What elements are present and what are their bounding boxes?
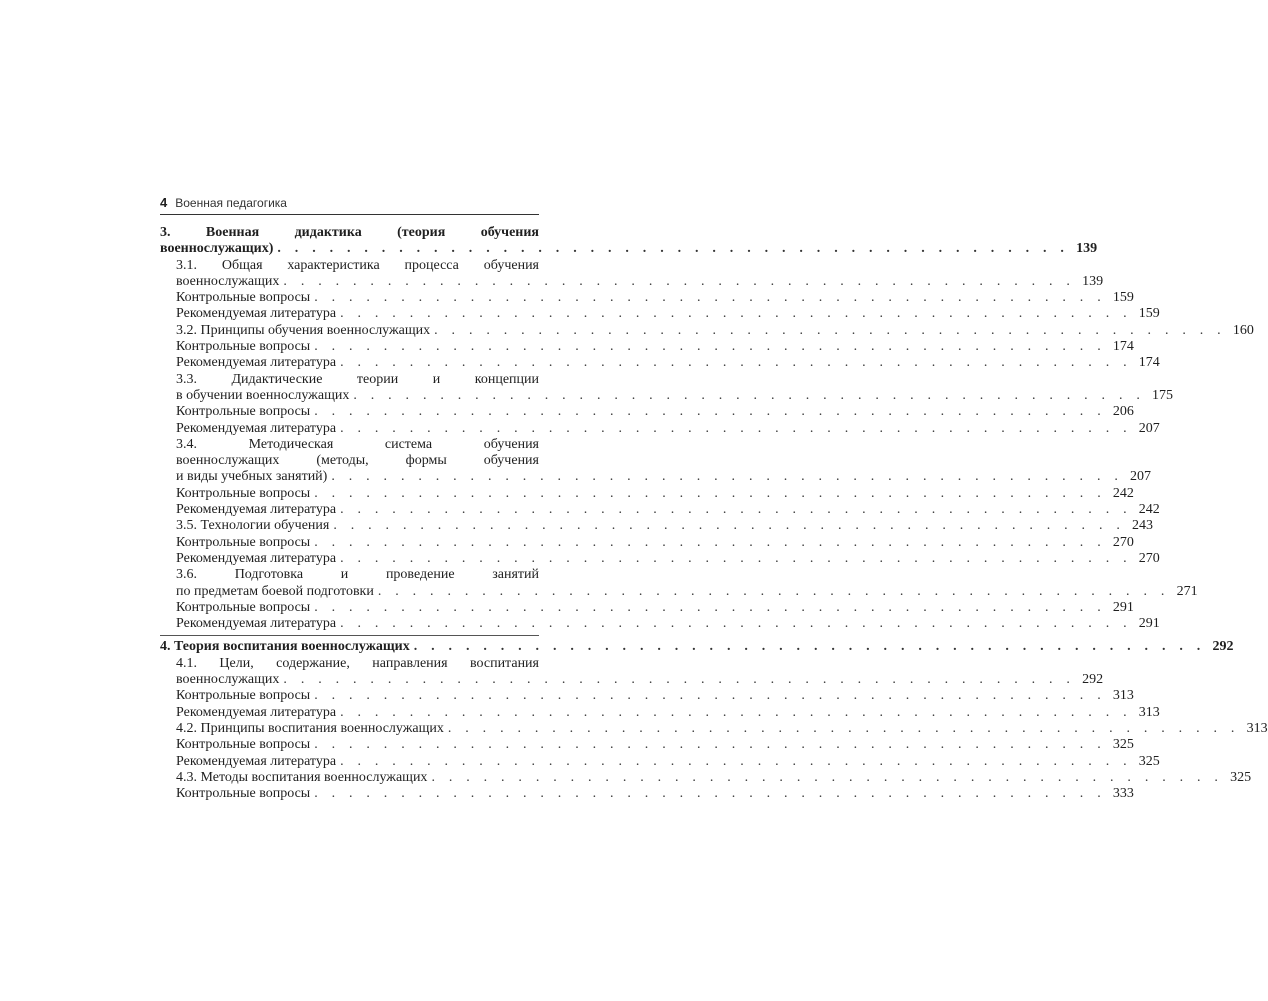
entry-line xyxy=(176,550,1160,567)
entry-title: Рекомендуемая литература xyxy=(176,753,337,769)
page-number: 325 xyxy=(1112,737,1134,753)
chapter-title-line xyxy=(160,241,1098,257)
chapter-entry xyxy=(160,639,1234,655)
dot-leader: . . . . . . . . . . . . . . . . . . . . . . . . . . . . . . . . . . . . . . . . . . . . . . xyxy=(314,339,1106,355)
toc-entry xyxy=(160,371,1174,405)
toc-entry xyxy=(160,420,1160,437)
entry-title: 4.3. Методы воспитания военнослужащих xyxy=(176,769,428,785)
running-head xyxy=(160,195,539,215)
entry-title: по предметам боевой подготовки xyxy=(176,583,374,599)
entry-title: 4.1. Цели, содержание, направления воспитания xyxy=(176,655,539,671)
entry-title: Контрольные вопросы xyxy=(176,599,311,615)
chapter-entry xyxy=(160,225,1098,258)
entry-line xyxy=(176,387,1174,404)
dot-leader: . . . . . . . . . . . . . . . . . . . . . . . . . . . . . . . . . . . . . . . . . . . . . . xyxy=(314,599,1106,615)
dot-leader: . . . . . . . . . . . . . . . . . . . . . . . . . . . . . . . . . . . . . . . . . . . . . . xyxy=(283,672,1076,688)
page-number: 292 xyxy=(1212,639,1234,655)
entry-title: Контрольные вопросы xyxy=(176,688,311,704)
chapter-title-line xyxy=(160,639,1234,655)
entry-title: в обучении военнослужащих xyxy=(176,387,350,403)
toc-entry xyxy=(160,704,1160,721)
chapter-title: 3. Военная дидактика (теория обучения xyxy=(160,225,539,240)
page-number: 313 xyxy=(1246,720,1268,736)
entry-line xyxy=(176,502,1160,518)
entry-line xyxy=(176,704,1160,721)
dot-leader: . . . . . . . . . . . . . . . . . . . . . . . . . . . . . . . . . . . . . . . . . . . . . . xyxy=(431,769,1224,785)
entry-line xyxy=(176,753,1160,770)
entry-line xyxy=(176,583,1198,600)
dot-leader: . . . . . . . . . . . . . . . . . . . . . . . . . . . . . . . . . . . . . . . . . . . . . . xyxy=(353,387,1146,403)
toc-entry xyxy=(160,688,1134,704)
toc-entry xyxy=(160,257,1104,291)
page-number: 159 xyxy=(1138,306,1160,322)
toc-entry xyxy=(160,737,1134,753)
dot-leader: . . . . . . . . . . . . . . . . . . . . . . . . . . . . . . . . . . . . . . . . . . . . . . xyxy=(314,290,1106,306)
toc-entry xyxy=(160,550,1160,567)
toc-entry xyxy=(160,567,1198,600)
entry-line xyxy=(176,404,1134,420)
dot-leader: . . . . . . . . . . . . . . . . . . . . . . . . . . . . . . . . . . . . . . . . . . . . . . xyxy=(340,704,1132,720)
dot-leader: . . . . . . . . . . . . . . . . . . . . . . . . . . . . . . . . . . . . . . . . . . . . . . xyxy=(333,518,1126,534)
entry-title: Рекомендуемая литература xyxy=(176,616,337,632)
page-number: 271 xyxy=(1176,583,1198,599)
page-number: 242 xyxy=(1112,485,1134,501)
dot-leader: . . . . . . . . . . . . . . . . . . . . . . . . . . . . . . . . . . . . . . . . . . . . . . xyxy=(377,583,1170,599)
page-number: 139 xyxy=(1082,273,1104,289)
entry-title: Контрольные вопросы xyxy=(176,786,311,802)
entry-line xyxy=(176,518,1154,534)
page-number: 291 xyxy=(1138,616,1160,632)
header-rule xyxy=(160,214,539,215)
page-number: 270 xyxy=(1112,534,1134,550)
entry-title: 3.2. Принципы обучения военнослужащих xyxy=(176,322,431,338)
entry-line xyxy=(176,273,1104,290)
entry-title: Контрольные вопросы xyxy=(176,339,311,355)
entry-line xyxy=(176,786,1134,802)
toc-entry xyxy=(160,306,1160,322)
entry-title: Рекомендуемая литература xyxy=(176,306,337,322)
page-number: 207 xyxy=(1138,420,1160,436)
table-of-contents xyxy=(160,225,1268,802)
toc-entry xyxy=(160,769,1252,786)
entry-line xyxy=(176,737,1134,753)
dot-leader: . . . . . . . . . . . . . . . . . . . . . . . . . . . . . . . . . . . . . . . . . . . . . . xyxy=(331,469,1124,485)
entry-title: Рекомендуемая литература xyxy=(176,355,337,371)
dot-leader: . . . . . . . . . . . . . . . . . . . . . . . . . . . . . . . . . . . . . . . . . . . . . . xyxy=(340,306,1132,322)
entry-line xyxy=(176,688,1134,704)
entry-title: 3.5. Технологии обучения xyxy=(176,518,330,534)
entry-title: 4.2. Принципы воспитания военнослужащих xyxy=(176,720,444,736)
page-number: 174 xyxy=(1112,339,1134,355)
toc-entry xyxy=(160,599,1134,616)
dot-leader: . . . . . . . . . . . . . . . . . . . . . . . . . . . . . . . . . . . . . . . . . . . . . . xyxy=(314,404,1106,420)
dot-leader: . . . . . . . . . . . . . . . . . . . . . . . . . . . . . . . . . . . . . . . . . . . . . . xyxy=(283,273,1076,289)
entry-title: 3.3. Дидактические теории и концепции xyxy=(176,371,539,387)
dot-leader: . . . . . . . . . . . . . . . . . . . . . . . . . . . . . . . . . . . . . . . . . . . . . . xyxy=(314,688,1106,704)
dot-leader: . . . . . . . . . . . . . . . . . . . . . . . . . . . . . . . . . . . . . . . . . . . . . . xyxy=(314,485,1106,501)
entry-line xyxy=(176,769,1252,786)
page-number: 291 xyxy=(1112,599,1134,615)
page-number: 313 xyxy=(1112,688,1134,704)
dot-leader: . . . . . . . . . . . . . . . . . . . . . . . . . . . . . . . . . . . . . . . . . . . . . . xyxy=(314,737,1106,753)
chapter-title: военнослужащих) xyxy=(160,241,274,257)
page-number: 206 xyxy=(1112,404,1134,420)
entry-title: Контрольные вопросы xyxy=(176,404,311,420)
entry-title: и виды учебных занятий) xyxy=(176,469,328,485)
toc-entry xyxy=(160,485,1134,502)
toc-entry xyxy=(160,436,1152,486)
page-number: 333 xyxy=(1112,786,1134,802)
entry-title: Рекомендуемая литература xyxy=(176,502,337,518)
chapter-separator xyxy=(160,635,539,636)
entry-line xyxy=(176,672,1104,688)
page-number: 139 xyxy=(1076,241,1098,257)
dot-leader: . . . . . . . . . . . . . . . . . . . . . . . . . . . . . . . . . . . . . . . . . . . . . . xyxy=(314,786,1106,802)
page-number: 159 xyxy=(1112,290,1134,306)
dot-leader: . . . . . . . . . . . . . . . . . . . . . . . . . . . . . . . . . . . . . . . . . . . . . . xyxy=(340,753,1132,769)
toc-entry xyxy=(160,534,1134,551)
entry-line xyxy=(176,322,1254,339)
page-number: 4 xyxy=(160,195,168,210)
entry-line xyxy=(176,355,1160,371)
page-number: 174 xyxy=(1138,355,1160,371)
entry-title: военнослужащих xyxy=(176,273,280,289)
entry-title: военнослужащих (методы, формы обучения xyxy=(176,453,539,469)
dot-leader: . . . . . . . . . . . . . . . . . . . . . . . . . . . . . . . . . . . . . . . . . . . . . . xyxy=(340,550,1132,566)
chapter-title: 4. Теория воспитания военнослужащих xyxy=(160,639,410,655)
toc-entry xyxy=(160,339,1134,355)
entry-line xyxy=(176,599,1134,616)
entry-line xyxy=(176,720,1268,737)
toc-entry xyxy=(160,518,1154,534)
page-number: 175 xyxy=(1152,387,1174,403)
entry-title: 3.4. Методическая система обучения xyxy=(176,436,539,452)
entry-line xyxy=(176,306,1160,322)
dot-leader: . . . . . . . . . . . . . . . . . . . . . . . . . . . . . . . . . . . . . . . . . . . . . . xyxy=(340,616,1132,632)
toc-entry xyxy=(160,655,1104,689)
page-number: 207 xyxy=(1130,469,1152,485)
page-number: 292 xyxy=(1082,672,1104,688)
dot-leader: . . . . . . . . . . . . . . . . . . . . . . . . . . . . . . . . . . . . . . . . . . . . . . xyxy=(340,420,1132,436)
toc-entry xyxy=(160,355,1160,371)
dot-leader: . . . . . . . . . . . . . . . . . . . . . . . . . . . . . . . . . . . . . . . . . . . . . . xyxy=(277,241,1070,257)
running-head-title: Военная педагогика xyxy=(175,196,287,210)
entry-title: военнослужащих xyxy=(176,672,280,688)
page-number: 325 xyxy=(1230,769,1252,785)
toc-entry xyxy=(160,290,1134,306)
entry-line xyxy=(176,290,1134,306)
entry-title: Контрольные вопросы xyxy=(176,737,311,753)
entry-line xyxy=(176,485,1134,502)
toc-entry xyxy=(160,616,1160,632)
entry-title: Контрольные вопросы xyxy=(176,485,311,501)
page-number: 243 xyxy=(1132,518,1154,534)
entry-line xyxy=(176,534,1134,551)
entry-title: Рекомендуемая литература xyxy=(176,550,337,566)
dot-leader: . . . . . . . . . . . . . . . . . . . . . . . . . . . . . . . . . . . . . . . . . . . . . . xyxy=(413,639,1206,655)
entry-title: 3.6. Подготовка и проведение занятий xyxy=(176,567,539,583)
page-number: 313 xyxy=(1138,704,1160,720)
toc-entry xyxy=(160,502,1160,518)
entry-line xyxy=(176,616,1160,632)
toc-entry xyxy=(160,753,1160,770)
page-number: 325 xyxy=(1138,753,1160,769)
entry-title: 3.1. Общая характеристика процесса обучения xyxy=(176,257,539,273)
toc-entry xyxy=(160,404,1134,420)
dot-leader: . . . . . . . . . . . . . . . . . . . . . . . . . . . . . . . . . . . . . . . . . . . . . . xyxy=(314,534,1106,550)
page-number: 160 xyxy=(1232,322,1254,338)
dot-leader: . . . . . . . . . . . . . . . . . . . . . . . . . . . . . . . . . . . . . . . . . . . . . . xyxy=(434,322,1226,338)
entry-line xyxy=(176,469,1152,485)
entry-title: Рекомендуемая литература xyxy=(176,704,337,720)
dot-leader: . . . . . . . . . . . . . . . . . . . . . . . . . . . . . . . . . . . . . . . . . . . . . . xyxy=(340,502,1132,518)
dot-leader: . . . . . . . . . . . . . . . . . . . . . . . . . . . . . . . . . . . . . . . . . . . . . . xyxy=(340,355,1132,371)
toc-entry xyxy=(160,720,1268,737)
entry-line xyxy=(176,420,1160,437)
entry-title: Контрольные вопросы xyxy=(176,534,311,550)
dot-leader: . . . . . . . . . . . . . . . . . . . . . . . . . . . . . . . . . . . . . . . . . . . . . . xyxy=(447,720,1240,736)
toc-entry xyxy=(160,786,1134,802)
entry-title: Рекомендуемая литература xyxy=(176,420,337,436)
entry-title: Контрольные вопросы xyxy=(176,290,311,306)
page-number: 242 xyxy=(1138,502,1160,518)
entry-line xyxy=(176,339,1134,355)
toc-entry xyxy=(160,322,1254,339)
page-number: 270 xyxy=(1138,550,1160,566)
